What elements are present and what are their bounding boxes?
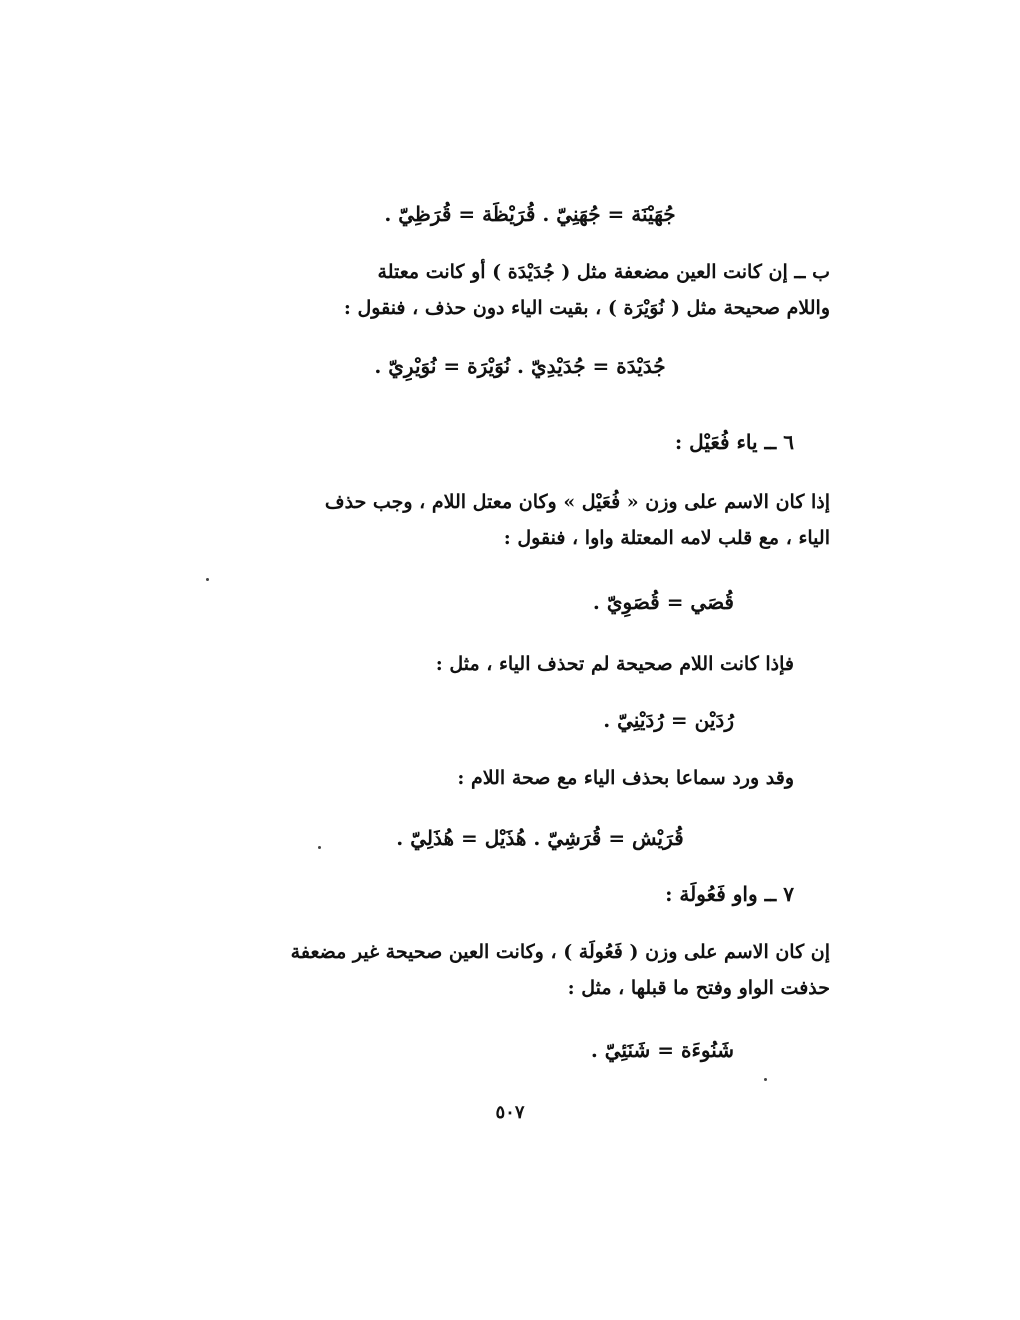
page-number: ٥٠٧ xyxy=(495,1102,525,1123)
paragraph-6-line-3: فإذا كانت اللام صحيحة لم تحذف الياء ، مثل : xyxy=(435,653,794,675)
example-quraysh: قُرَيْش = قُرَشِيّ . هُذَيْل = هُذَلِيّ . xyxy=(396,826,684,850)
paragraph-6-line-4: وقد ورد سماعا بحذف الياء مع صحة اللام : xyxy=(457,767,794,789)
paragraph-6-line-1: إذا كان الاسم على وزن « فُعَيْل » وكان معتل اللام ، وجب حذف xyxy=(324,491,830,513)
scan-speck xyxy=(318,846,321,849)
example-qusay: قُصَي = قُصَوِيّ . xyxy=(592,590,734,614)
paragraph-b-line-1: ب ــ إن كانت العين مضعفة مثل ( جُدَيْدَة ) أو كانت معتلة xyxy=(377,261,830,283)
example-rudayn: رُدَيْن = رُدَيْنِيّ . xyxy=(603,708,734,732)
heading-section-7: ٧ ــ واو فَعُولَة : xyxy=(665,882,794,906)
scan-speck xyxy=(764,1078,767,1081)
paragraph-b-line-2: واللام صحيحة مثل ( نُوَيْرَة ) ، بقيت الياء دون حذف ، فنقول : xyxy=(343,297,830,319)
paragraph-7-line-1: إن كان الاسم على وزن ( فَعُولَة ) ، وكانت العين صحيحة غير مضعفة xyxy=(290,941,830,963)
heading-section-6: ٦ ــ ياء فُعَيْل : xyxy=(674,430,794,454)
paragraph-7-line-2: حذفت الواو وفتح ما قبلها ، مثل : xyxy=(567,977,830,999)
example-shanua: شَنُوءَة = شَنَئِيّ . xyxy=(590,1038,734,1062)
scan-speck xyxy=(206,578,209,581)
example-juhayna: جُهَيْنَة = جُهَنِيّ . قُرَيْظَة = قُرَظِيّ . xyxy=(384,202,676,226)
example-judayda: جُدَيْدَة = جُدَيْدِيّ . نُوَيْرَة = نُوَيْرِيّ . xyxy=(374,354,666,378)
paragraph-6-line-2: الياء ، مع قلب لامه المعتلة واوا ، فنقول : xyxy=(503,527,830,549)
